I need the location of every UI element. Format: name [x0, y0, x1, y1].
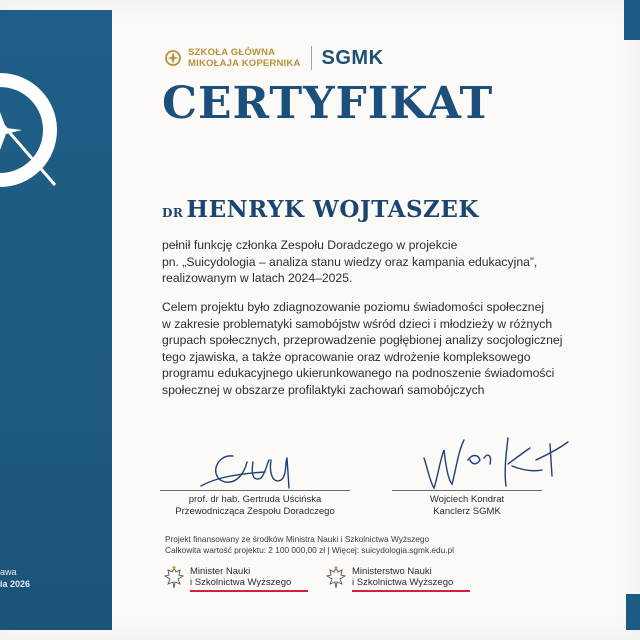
role-paragraph	[162, 237, 630, 287]
ministry-logo-minister	[164, 566, 308, 592]
left-blue-band	[0, 10, 112, 630]
university-name-line2: MIKOŁAJA KOPERNIKA	[188, 58, 301, 69]
ministry-red-bar	[352, 590, 470, 592]
university-emblem-icon	[0, 50, 112, 210]
signature-line	[160, 490, 350, 491]
signature-block-chair	[160, 490, 350, 518]
university-name-line1: SZKOŁA GŁÓWNA	[188, 47, 276, 58]
decorative-corner-bottom	[626, 594, 640, 630]
signature-kondrat-image	[418, 430, 578, 492]
goal-line: programu edukacyjnego ukierunkowanego na podnoszenie świadomości	[162, 366, 555, 380]
left-band-caption	[0, 566, 112, 590]
ministry-logo-ministry	[326, 566, 470, 592]
ministry-name-line1: Ministerstwo Nauki	[352, 566, 432, 577]
decorative-corner-top	[624, 0, 640, 40]
university-logo	[164, 44, 384, 72]
ministry-red-bar	[190, 590, 308, 592]
signatory-role: Kanclerz SGMK	[433, 506, 501, 517]
signature-uscinska-image	[195, 448, 305, 492]
university-abbreviation: SGMK	[321, 46, 384, 69]
funding-note	[165, 534, 454, 556]
logo-divider	[311, 46, 312, 70]
left-band-caption-line1: awa	[0, 567, 17, 577]
goal-line: w zakresie problematyki samobójstw wśród dzieci i młodzieży w różnych	[162, 316, 553, 331]
project-goal-paragraph	[162, 299, 630, 398]
signatory-name: prof. dr hab. Gertruda Uścińska	[188, 494, 322, 505]
goal-line: społecznej w obszarze profilaktyki zachowań samobójczych	[162, 382, 485, 397]
ministry-name-line2: i Szkolnictwa Wyższego	[352, 577, 454, 588]
role-line: pełnił funkcję członka Zespołu Doradczego w projekcie	[162, 238, 458, 252]
compass-logo-icon	[164, 49, 182, 67]
recipient-name	[162, 196, 479, 223]
goal-line: tego zjawiska, a także opracowanie oraz wdrożenie kompleksowego	[162, 349, 531, 364]
role-line: pn. „Suicydologia – analiza stanu wiedzy oraz kampania edukacyjna”,	[162, 254, 538, 269]
ministry-name-line1: Minister Nauki	[190, 566, 251, 577]
funding-line: Całkowita wartość projektu: 2 100 000,00 zł | Więcej: suicydologia.sgmk.edu.pl	[165, 545, 455, 555]
university-name	[188, 47, 301, 69]
funding-line: Projekt finansowany ze środków Ministra Nauki i Szkolnictwa Wyższego	[165, 534, 430, 544]
eagle-emblem-icon	[164, 566, 184, 592]
signature-block-chancellor	[392, 490, 542, 518]
recipient-fullname: HENRYK WOJTASZEK	[186, 196, 479, 223]
ministry-name-line2: i Szkolnictwa Wyższego	[190, 577, 292, 588]
goal-line: Celem projektu było zdiagnozowanie poziomu świadomości społecznej	[162, 300, 545, 314]
certificate-title: CERTYFIKAT	[162, 78, 494, 129]
role-line: realizowanym w latach 2024–2025.	[162, 271, 353, 285]
signatory-name: Wojciech Kondrat	[429, 494, 505, 505]
goal-line: grupach społecznych, przeprowadzenie pogłębionej analizy socjologicznej	[162, 333, 563, 347]
signatory-role: Przewodnicząca Zespołu Doradczego	[175, 506, 335, 517]
left-band-caption-line2: ia 2026	[0, 579, 31, 589]
signature-line	[392, 490, 542, 491]
recipient-title: DR	[162, 206, 184, 220]
eagle-emblem-icon	[326, 566, 346, 592]
